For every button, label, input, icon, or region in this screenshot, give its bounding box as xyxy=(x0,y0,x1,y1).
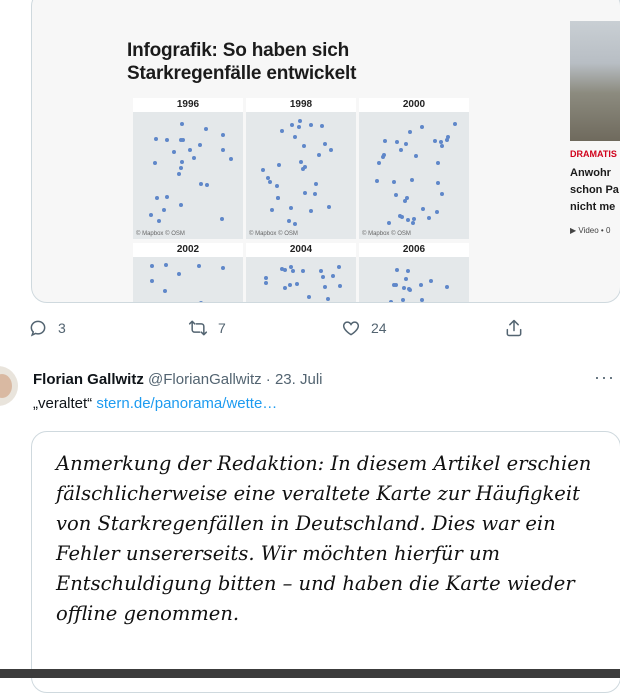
map-dot xyxy=(317,153,321,157)
map-dot xyxy=(192,156,196,160)
map-year: 1998 xyxy=(289,99,313,110)
map-year: 2000 xyxy=(402,99,426,110)
like-icon xyxy=(341,318,361,338)
map-dot xyxy=(309,209,313,213)
map-dot xyxy=(445,138,449,142)
map-dot xyxy=(303,165,307,169)
map-dot xyxy=(436,181,440,185)
like-count: 24 xyxy=(371,320,387,336)
map-dot xyxy=(180,122,184,126)
map-dot xyxy=(157,219,161,223)
map-image xyxy=(359,257,469,303)
map-image xyxy=(359,112,469,239)
map-dot xyxy=(283,286,287,290)
map-dot xyxy=(406,269,410,273)
map-dot xyxy=(408,130,412,134)
map-dot xyxy=(321,275,325,279)
map-dot xyxy=(181,138,185,142)
map-dot xyxy=(162,208,166,212)
map-year: 2004 xyxy=(289,244,313,255)
map-dot xyxy=(220,217,224,221)
tweet-date[interactable]: 23. Juli xyxy=(274,371,323,388)
map-dot xyxy=(177,172,181,176)
map-dot xyxy=(264,281,268,285)
map-dot xyxy=(199,182,203,186)
retweet-icon xyxy=(188,318,208,338)
map-dot xyxy=(179,166,183,170)
map-dot xyxy=(407,287,411,291)
map-dot xyxy=(179,203,183,207)
map-dot xyxy=(264,276,268,280)
map-dot xyxy=(293,135,297,139)
map-dot xyxy=(392,180,396,184)
map-dot xyxy=(327,205,331,209)
map-2002 xyxy=(133,243,243,303)
map-dot xyxy=(326,297,330,301)
map-dot xyxy=(297,125,301,129)
map-grid xyxy=(133,98,470,303)
map-dot xyxy=(320,124,324,128)
retweet-button[interactable] xyxy=(188,314,226,342)
map-dot xyxy=(150,264,154,268)
quote-image-card[interactable] xyxy=(31,431,620,693)
map-dot xyxy=(404,142,408,146)
map-dot xyxy=(275,184,279,188)
tweet-text-body: „veraltet“ xyxy=(33,395,97,412)
map-dot xyxy=(289,206,293,210)
map-dot xyxy=(229,157,233,161)
map-dot xyxy=(290,123,294,127)
map-dot xyxy=(429,279,433,283)
side-article-meta: ▶ Video • 0 xyxy=(570,226,611,235)
map-dot xyxy=(307,295,311,299)
map-image xyxy=(246,112,356,239)
reply-count: 3 xyxy=(58,320,66,336)
tweet-header xyxy=(33,371,323,389)
author-handle[interactable]: @FlorianGallwitz xyxy=(148,371,262,388)
map-dot xyxy=(291,269,295,273)
infographic-title: Infografik: So haben sich Starkregenfälle entwickelt xyxy=(127,40,357,84)
editorial-note: Anmerkung der Redaktion: In diesem Artikel erschien fälschlicherweise eine veraltete Karte zur Häufigkeit von Starkregenfällen in Deutschland. Dies war ein Fehler unsererseits. Wir möchten hierfür um Entschuldigung bitten – und haben die Karte wieder offline genommen. xyxy=(56,452,592,625)
map-dot xyxy=(154,137,158,141)
map-dot xyxy=(221,266,225,270)
map-dot xyxy=(288,283,292,287)
map-dot xyxy=(155,196,159,200)
reply-icon xyxy=(28,318,48,338)
map-dot xyxy=(395,140,399,144)
more-icon[interactable]: ··· xyxy=(594,367,615,387)
map-dot xyxy=(199,301,203,303)
share-icon xyxy=(504,318,524,338)
map-dot xyxy=(419,283,423,287)
embedded-article-card[interactable] xyxy=(31,0,620,303)
map-image xyxy=(133,257,243,303)
map-dot xyxy=(198,143,202,147)
map-dot xyxy=(309,123,313,127)
map-dot xyxy=(404,277,408,281)
map-dot xyxy=(410,178,414,182)
map-image xyxy=(133,112,243,239)
map-2000 xyxy=(359,98,469,239)
map-dot xyxy=(411,221,415,225)
like-button[interactable] xyxy=(341,314,387,342)
map-dot xyxy=(301,269,305,273)
map-dot xyxy=(399,148,403,152)
map-dot xyxy=(445,285,449,289)
map-dot xyxy=(261,168,265,172)
map-dot xyxy=(164,263,168,267)
side-article-image[interactable] xyxy=(570,21,620,141)
map-dot xyxy=(180,160,184,164)
map-dot xyxy=(433,139,437,143)
map-dot xyxy=(453,122,457,126)
map-dot xyxy=(420,125,424,129)
map-dot xyxy=(302,144,306,148)
map-dot xyxy=(197,264,201,268)
map-dot xyxy=(221,148,225,152)
map-dot xyxy=(165,138,169,142)
map-dot xyxy=(221,133,225,137)
tweet-text xyxy=(33,395,277,413)
tweet-link[interactable]: stern.de/panorama/wette… xyxy=(96,395,278,412)
map-dot xyxy=(313,192,317,196)
map-dot xyxy=(270,208,274,212)
map-dot xyxy=(299,160,303,164)
map-dot xyxy=(412,217,416,221)
map-dot xyxy=(377,161,381,165)
map-dot xyxy=(435,210,439,214)
map-dot xyxy=(414,154,418,158)
map-dot xyxy=(405,196,409,200)
map-dot xyxy=(150,279,154,283)
map-dot xyxy=(163,289,167,293)
map-dot xyxy=(276,196,280,200)
header-separator: · xyxy=(265,371,271,388)
map-dot xyxy=(375,179,379,183)
map-2006 xyxy=(359,243,469,303)
map-dot xyxy=(331,274,335,278)
map-dot xyxy=(337,265,341,269)
map-image xyxy=(246,257,356,303)
map-dot xyxy=(289,265,293,269)
map-dot xyxy=(153,161,157,165)
map-dot xyxy=(280,267,284,271)
map-dot xyxy=(165,195,169,199)
map-dot xyxy=(420,298,424,302)
map-dot xyxy=(277,163,281,167)
avatar[interactable] xyxy=(0,366,18,406)
map-dot xyxy=(268,180,272,184)
map-credit: © Mapbox © OSM xyxy=(362,231,411,237)
map-credit: © Mapbox © OSM xyxy=(249,231,298,237)
side-article-label: DRAMATIS xyxy=(570,149,617,159)
map-dot xyxy=(188,302,192,303)
map-dot xyxy=(387,221,391,225)
map-dot xyxy=(172,150,176,154)
map-dot xyxy=(329,148,333,152)
map-dot xyxy=(177,272,181,276)
map-dot xyxy=(205,183,209,187)
tweet-actions xyxy=(28,314,588,342)
map-1998 xyxy=(246,98,356,239)
reply-button[interactable] xyxy=(28,314,66,342)
map-dot xyxy=(188,148,192,152)
map-1996 xyxy=(133,98,243,239)
map-dot xyxy=(319,269,323,273)
map-dot xyxy=(204,127,208,131)
map-dot xyxy=(287,219,291,223)
map-dot xyxy=(314,182,318,186)
map-dot xyxy=(303,191,307,195)
map-year: 1996 xyxy=(176,99,200,110)
map-dot xyxy=(149,213,153,217)
map-year: 2002 xyxy=(176,244,200,255)
map-dot xyxy=(293,222,297,226)
map-year: 2006 xyxy=(402,244,426,255)
bottom-bar xyxy=(0,669,620,678)
side-article-headline[interactable]: Anwohr schon Pa nicht me xyxy=(570,167,619,213)
map-dot xyxy=(400,215,404,219)
map-dot xyxy=(280,129,284,133)
retweet-count: 7 xyxy=(218,320,226,336)
map-dot xyxy=(298,119,302,123)
map-dot xyxy=(440,192,444,196)
map-dot xyxy=(427,216,431,220)
map-dot xyxy=(394,193,398,197)
map-dot xyxy=(402,286,406,290)
map-dot xyxy=(392,283,396,287)
map-dot xyxy=(395,268,399,272)
map-dot xyxy=(436,161,440,165)
map-2004 xyxy=(246,243,356,303)
map-credit: © Mapbox © OSM xyxy=(136,231,185,237)
map-dot xyxy=(383,139,387,143)
map-dot xyxy=(401,298,405,302)
map-dot xyxy=(295,282,299,286)
map-dot xyxy=(421,207,425,211)
map-dot xyxy=(323,142,327,146)
map-dot xyxy=(440,144,444,148)
map-dot xyxy=(389,300,393,303)
share-button[interactable] xyxy=(504,314,524,342)
map-dot xyxy=(323,285,327,289)
author-name[interactable]: Florian Gallwitz xyxy=(33,371,144,388)
map-dot xyxy=(406,218,410,222)
map-dot xyxy=(338,284,342,288)
